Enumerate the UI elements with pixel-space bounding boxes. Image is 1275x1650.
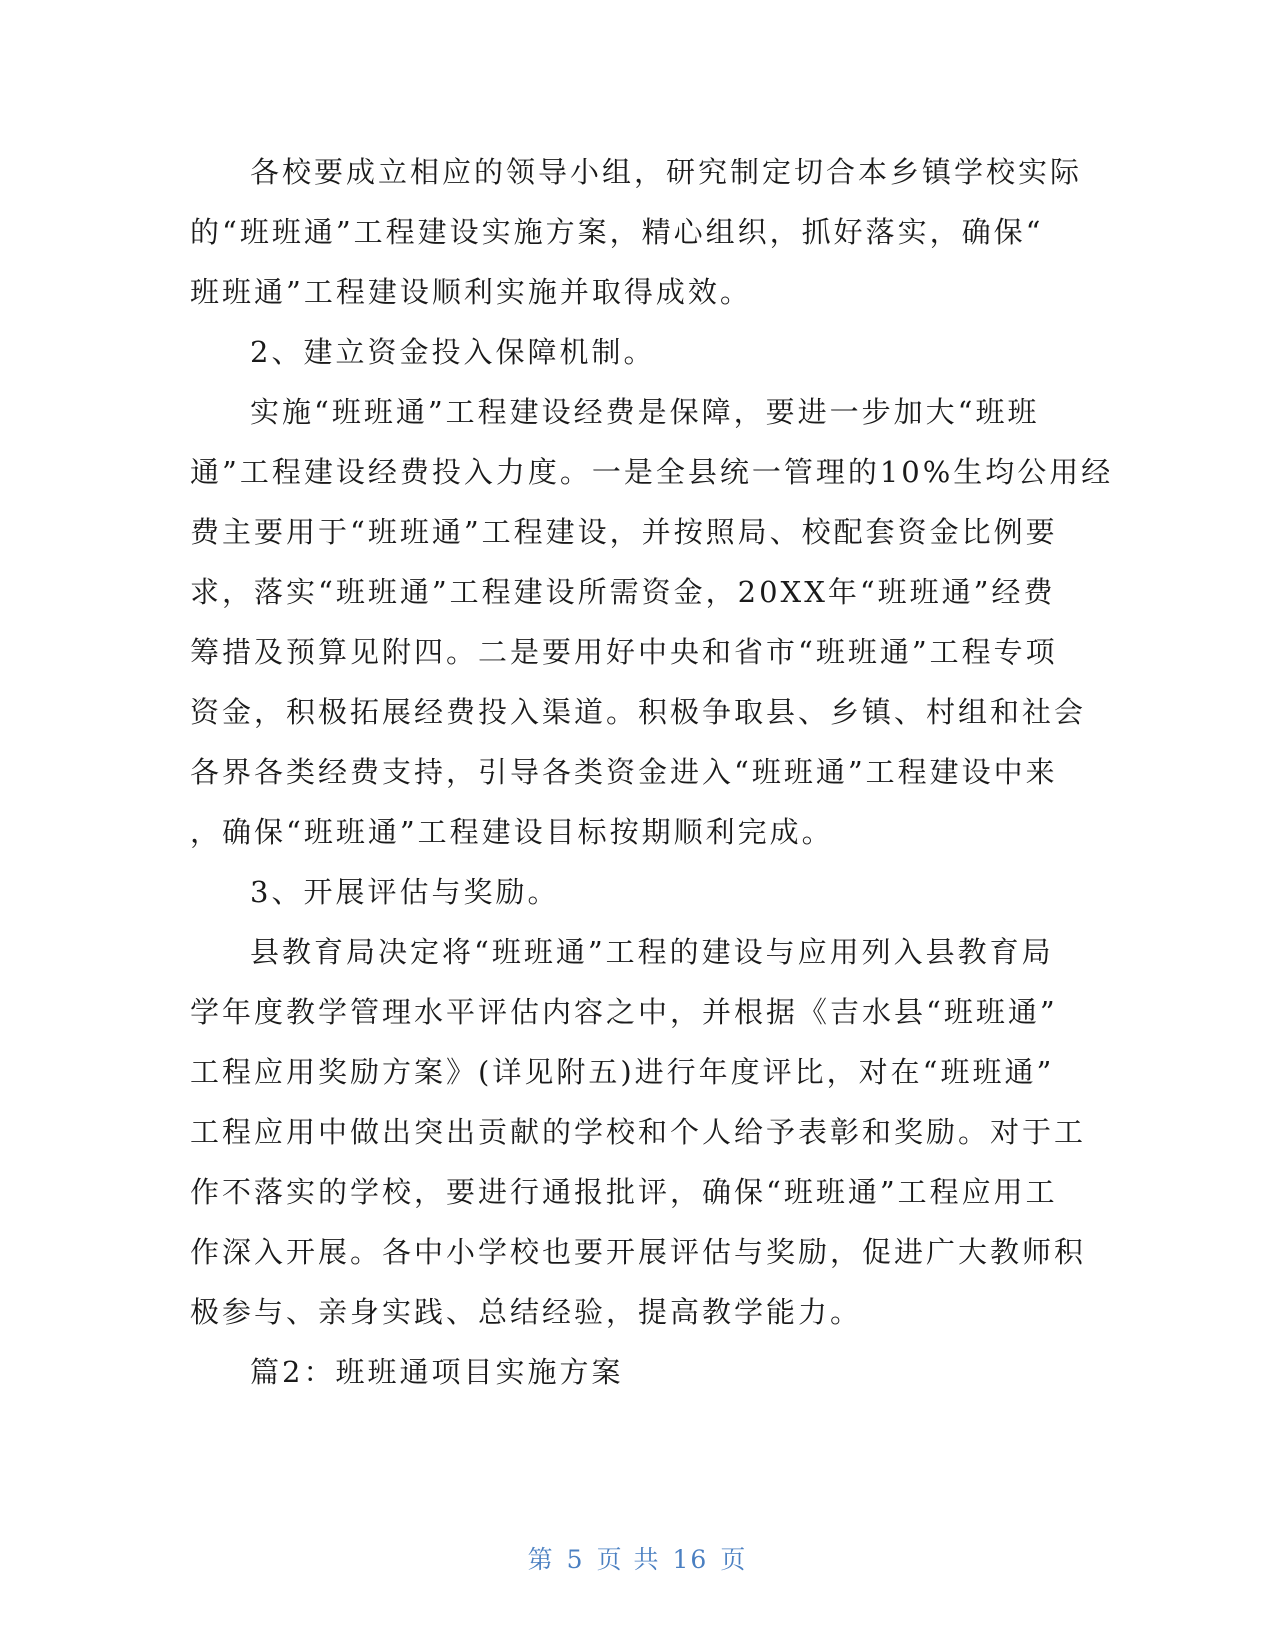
- footer-prefix: 第: [527, 1545, 555, 1574]
- paragraph-line: 各界各类经费支持，引导各类资金进入“班班通”工程建设中来: [190, 755, 1058, 789]
- chapter-title: 篇2：班班通项目实施方案: [250, 1355, 624, 1389]
- section-heading: 3、开展评估与奖励。: [250, 875, 560, 909]
- footer-page-number: 5: [566, 1545, 585, 1574]
- paragraph-line: 作深入开展。各中小学校也要开展评估与奖励，促进广大教师积: [190, 1235, 1087, 1269]
- paragraph-line: 资金，积极拓展经费投入渠道。积极争取县、乡镇、村组和社会: [190, 695, 1087, 729]
- paragraph-line: 求，落实“班班通”工程建设所需资金，20XX年“班班通”经费: [190, 575, 1056, 609]
- section-heading: 2、建立资金投入保障机制。: [250, 335, 656, 369]
- document-body: [190, 142, 1114, 1402]
- paragraph-line: 各校要成立相应的领导小组，研究制定切合本乡镇学校实际: [250, 155, 1083, 189]
- paragraph-line: ，确保“班班通”工程建设目标按期顺利完成。: [190, 815, 834, 849]
- paragraph-line: 费主要用于“班班通”工程建设，并按照局、校配套资金比例要: [190, 515, 1058, 549]
- paragraph-line: 极参与、亲身实践、总结经验，提高教学能力。: [190, 1295, 863, 1329]
- paragraph-line: 作不落实的学校，要进行通报批评，确保“班班通”工程应用工: [190, 1175, 1058, 1209]
- footer-total-pages: 16: [672, 1545, 709, 1574]
- footer-middle: 页 共: [596, 1545, 661, 1574]
- paragraph-line: 筹措及预算见附四。二是要用好中央和省市“班班通”工程专项: [190, 635, 1058, 669]
- paragraph-line: 工程应用奖励方案》(详见附五)进行年度评比，对在“班班通”: [190, 1055, 1055, 1089]
- paragraph-line: 实施“班班通”工程建设经费是保障，要进一步加大“班班: [250, 395, 1040, 429]
- page-footer: [0, 1540, 1275, 1576]
- footer-suffix: 页: [720, 1545, 748, 1574]
- paragraph-line: 的“班班通”工程建设实施方案，精心组织，抓好落实，确保“: [190, 215, 1044, 249]
- paragraph-line: 学年度教学管理水平评估内容之中，并根据《吉水县“班班通”: [190, 995, 1058, 1029]
- paragraph-line: 县教育局决定将“班班通”工程的建设与应用列入县教育局: [250, 935, 1054, 969]
- paragraph-line: 通”工程建设经费投入力度。一是全县统一管理的10%生均公用经: [190, 455, 1114, 489]
- paragraph-line: 班班通”工程建设顺利实施并取得成效。: [190, 275, 752, 309]
- paragraph-line: 工程应用中做出突出贡献的学校和个人给予表彰和奖励。对于工: [190, 1115, 1087, 1149]
